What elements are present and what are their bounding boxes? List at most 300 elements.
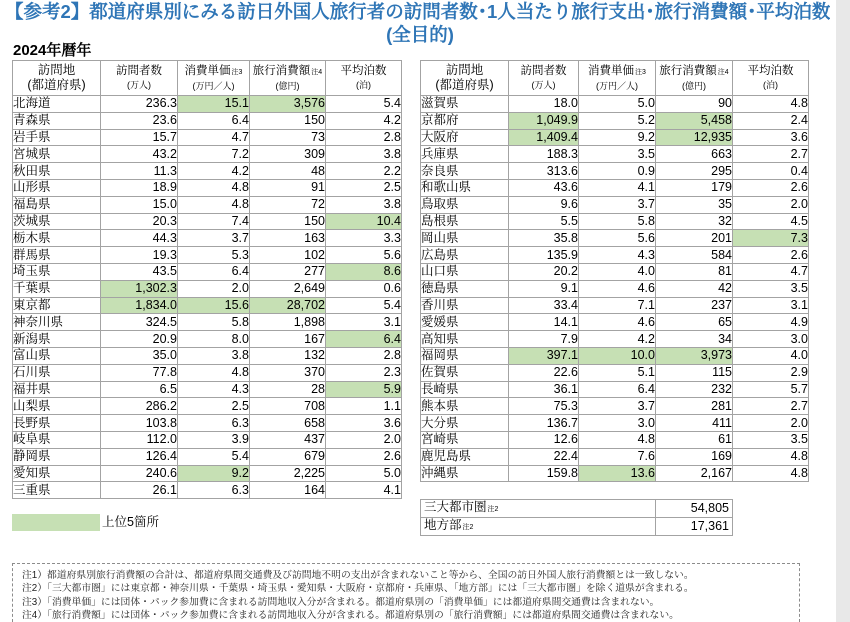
col-header-note: 注3	[231, 68, 243, 76]
cell-spending: 2,167	[656, 465, 733, 482]
table-row	[13, 96, 402, 113]
col-header-label: 旅行消費額	[659, 64, 717, 77]
cell-spending: 12,935	[656, 129, 733, 146]
cell-spending: 5,458	[656, 112, 733, 129]
table-row	[13, 247, 402, 264]
cell-nights: 4.9	[733, 314, 809, 331]
cell-prefecture: 山形県	[13, 179, 101, 196]
note-line: 注3）「消費単価」には団体・パック参加費に含まれる訪問地収入分が含まれる。都道府県別の「消費単価」には都道府県間交通費は含まれない。	[22, 596, 660, 608]
cell-spending: 179	[656, 179, 733, 196]
prefecture-table-left	[12, 60, 402, 499]
note-line: 注1）都道府県別旅行消費額の合計は、都道府県間交通費及び訪問地不明の支出が含まれないこと等から、全国の訪日外国人旅行消費額とは一致しない。	[22, 570, 694, 581]
cell-nights: 3.8	[326, 196, 402, 213]
cell-prefecture: 宮城県	[13, 146, 101, 163]
period-label: 2024年暦年	[13, 42, 92, 59]
page-title-line1: 【参考2】都道府県別にみる訪日外国人旅行者の訪問者数･1人当たり旅行支出･旅行消費額･平均泊数	[5, 1, 831, 22]
cell-unit-price: 4.1	[579, 179, 656, 196]
cell-nights: 2.9	[733, 364, 809, 381]
cell-prefecture: 千葉県	[13, 280, 101, 297]
cell-unit-price: 3.0	[579, 415, 656, 432]
col-header-label-line	[509, 64, 578, 79]
cell-prefecture: 新潟県	[13, 331, 101, 348]
cell-visitors: 397.1	[509, 347, 579, 364]
summary-note: 注2	[462, 524, 474, 531]
cell-unit-price: 4.2	[579, 331, 656, 348]
cell-unit-price: 4.8	[178, 364, 250, 381]
cell-nights: 2.0	[326, 431, 402, 448]
cell-visitors: 23.6	[101, 112, 178, 129]
table-row	[13, 297, 402, 314]
table-row	[421, 179, 809, 196]
cell-visitors: 75.3	[509, 398, 579, 415]
cell-nights: 4.5	[733, 213, 809, 230]
col-header-visitors	[101, 61, 178, 96]
cell-visitors: 12.6	[509, 431, 579, 448]
cell-prefecture: 沖縄県	[421, 465, 509, 482]
cell-spending: 90	[656, 96, 733, 113]
cell-nights: 2.5	[326, 179, 402, 196]
cell-prefecture: 岩手県	[13, 129, 101, 146]
cell-visitors: 240.6	[101, 465, 178, 482]
cell-unit-price: 5.6	[579, 230, 656, 247]
summary-row	[421, 500, 733, 518]
cell-nights: 2.8	[326, 347, 402, 364]
cell-unit-price: 3.8	[178, 347, 250, 364]
cell-nights: 2.4	[733, 112, 809, 129]
note-line: 注2）「三大都市圏」には東京都・神奈川県・千葉県・埼玉県・愛知県・大阪府・京都府・兵庫県、「地方部」には「三大都市圏」を除く道県が含まれる。	[22, 583, 694, 595]
cell-unit-price: 4.2	[178, 163, 250, 180]
cell-unit-price: 3.5	[579, 146, 656, 163]
cell-spending: 73	[250, 129, 326, 146]
cell-visitors: 103.8	[101, 415, 178, 432]
cell-visitors: 112.0	[101, 431, 178, 448]
table-row	[13, 381, 402, 398]
col-header-note: 注4	[717, 68, 729, 76]
table-header	[13, 61, 402, 96]
table-row	[13, 146, 402, 163]
summary-note: 注2	[487, 506, 499, 513]
cell-prefecture: 秋田県	[13, 163, 101, 180]
cell-spending: 150	[250, 213, 326, 230]
cell-prefecture: 山梨県	[13, 398, 101, 415]
cell-unit-price: 3.9	[178, 431, 250, 448]
col-header-label-line	[579, 64, 655, 80]
table-row	[421, 96, 809, 113]
cell-prefecture: 佐賀県	[421, 364, 509, 381]
cell-nights: 5.0	[326, 465, 402, 482]
cell-visitors: 43.2	[101, 146, 178, 163]
summary-label: 地方部	[424, 518, 462, 532]
cell-nights: 3.6	[326, 415, 402, 432]
table-row	[421, 448, 809, 465]
cell-spending: 169	[656, 448, 733, 465]
cell-unit-price: 6.3	[178, 482, 250, 499]
cell-spending: 2,649	[250, 280, 326, 297]
cell-unit-price: 5.4	[178, 448, 250, 465]
legend-label: 上位5箇所	[102, 515, 159, 529]
table-row	[421, 263, 809, 280]
cell-nights: 2.0	[733, 415, 809, 432]
cell-nights: 3.5	[733, 431, 809, 448]
cell-prefecture: 大分県	[421, 415, 509, 432]
cell-nights: 3.8	[326, 146, 402, 163]
cell-unit-price: 9.2	[579, 129, 656, 146]
cell-nights: 2.6	[326, 448, 402, 465]
cell-spending: 164	[250, 482, 326, 499]
col-header-unit: (億円)	[682, 80, 706, 91]
table-row	[421, 364, 809, 381]
header-row	[421, 61, 809, 96]
cell-prefecture: 鳥取県	[421, 196, 509, 213]
col-header-label-line	[101, 64, 177, 79]
col-header-label-line	[326, 64, 401, 79]
table-body	[421, 96, 809, 482]
table-row	[421, 112, 809, 129]
col-header-spending	[250, 61, 326, 96]
table-row	[13, 364, 402, 381]
cell-spending: 28	[250, 381, 326, 398]
cell-unit-price: 8.0	[178, 331, 250, 348]
col-header-label: 平均泊数	[340, 65, 387, 77]
table-row	[421, 230, 809, 247]
summary-row	[421, 518, 733, 536]
cell-prefecture: 鹿児島県	[421, 448, 509, 465]
table-header	[421, 61, 809, 96]
cell-spending: 2,225	[250, 465, 326, 482]
cell-visitors: 22.6	[509, 364, 579, 381]
cell-prefecture: 栃木県	[13, 230, 101, 247]
cell-prefecture: 青森県	[13, 112, 101, 129]
col-header-unit: (泊)	[356, 80, 371, 90]
cell-spending: 163	[250, 230, 326, 247]
col-header-unit: (万円／人)	[192, 80, 235, 91]
cell-visitors: 18.0	[509, 96, 579, 113]
table-row	[421, 381, 809, 398]
cell-nights: 4.0	[733, 347, 809, 364]
cell-visitors: 1,834.0	[101, 297, 178, 314]
col-header-label: 訪問者数	[116, 65, 162, 77]
cell-unit-price: 5.8	[579, 213, 656, 230]
cell-visitors: 36.1	[509, 381, 579, 398]
cell-nights: 7.3	[733, 230, 809, 247]
cell-prefecture: 三重県	[13, 482, 101, 499]
cell-visitors: 20.3	[101, 213, 178, 230]
cell-spending: 1,898	[250, 314, 326, 331]
col-header-label: 訪問地	[37, 63, 76, 77]
cell-visitors: 44.3	[101, 230, 178, 247]
cell-nights: 3.1	[326, 314, 402, 331]
cell-unit-price: 5.2	[579, 112, 656, 129]
cell-visitors: 286.2	[101, 398, 178, 415]
cell-unit-price: 7.4	[178, 213, 250, 230]
cell-nights: 6.4	[326, 331, 402, 348]
cell-nights: 2.8	[326, 129, 402, 146]
table-row	[421, 398, 809, 415]
col-header-label: 消費単価	[184, 64, 231, 77]
table-row	[421, 247, 809, 264]
cell-prefecture: 奈良県	[421, 163, 509, 180]
cell-nights: 5.4	[326, 297, 402, 314]
cell-visitors: 18.9	[101, 179, 178, 196]
cell-spending: 34	[656, 331, 733, 348]
cell-prefecture: 北海道	[13, 96, 101, 113]
col-header-label: 旅行消費額	[252, 64, 311, 77]
cell-spending: 3,973	[656, 347, 733, 364]
table-row	[13, 179, 402, 196]
cell-unit-price: 5.3	[178, 247, 250, 264]
cell-visitors: 6.5	[101, 381, 178, 398]
col-header-label-line	[656, 64, 732, 80]
table-row	[13, 280, 402, 297]
table-row	[13, 196, 402, 213]
cell-spending: 115	[656, 364, 733, 381]
cell-unit-price: 5.1	[579, 364, 656, 381]
cell-visitors: 77.8	[101, 364, 178, 381]
cell-prefecture: 長野県	[13, 415, 101, 432]
side-gutter	[836, 0, 850, 622]
table-row	[421, 280, 809, 297]
cell-nights: 4.8	[733, 465, 809, 482]
cell-visitors: 43.5	[101, 263, 178, 280]
legend-swatch	[12, 514, 100, 531]
cell-visitors: 1,409.4	[509, 129, 579, 146]
cell-spending: 132	[250, 347, 326, 364]
cell-prefecture: 長崎県	[421, 381, 509, 398]
summary-value: 54,805	[656, 500, 733, 518]
table-row	[13, 431, 402, 448]
cell-unit-price: 7.6	[579, 448, 656, 465]
cell-unit-price: 4.8	[579, 431, 656, 448]
cell-nights: 4.1	[326, 482, 402, 499]
table-row	[421, 297, 809, 314]
cell-prefecture: 石川県	[13, 364, 101, 381]
col-header-nights	[733, 61, 809, 96]
cell-visitors: 35.0	[101, 347, 178, 364]
cell-nights: 3.5	[733, 280, 809, 297]
cell-prefecture: 大阪府	[421, 129, 509, 146]
cell-spending: 35	[656, 196, 733, 213]
cell-visitors: 22.4	[509, 448, 579, 465]
cell-spending: 658	[250, 415, 326, 432]
cell-prefecture: 埼玉県	[13, 263, 101, 280]
cell-prefecture: 滋賀県	[421, 96, 509, 113]
cell-visitors: 313.6	[509, 163, 579, 180]
cell-visitors: 126.4	[101, 448, 178, 465]
cell-nights: 3.0	[733, 331, 809, 348]
cell-nights: 10.4	[326, 213, 402, 230]
summary-value: 17,361	[656, 518, 733, 536]
summary-label-cell	[421, 518, 656, 536]
cell-visitors: 19.3	[101, 247, 178, 264]
cell-unit-price: 9.2	[178, 465, 250, 482]
cell-nights: 2.7	[733, 398, 809, 415]
cell-prefecture: 東京都	[13, 297, 101, 314]
table-row	[13, 482, 402, 499]
prefecture-table-right	[420, 60, 809, 482]
col-header-label: 訪問地	[445, 63, 484, 77]
notes-box	[12, 563, 800, 622]
cell-unit-price: 5.8	[178, 314, 250, 331]
cell-prefecture: 広島県	[421, 247, 509, 264]
cell-prefecture: 岡山県	[421, 230, 509, 247]
col-header-note: 注4	[311, 68, 323, 76]
col-header-label-line	[178, 64, 249, 80]
cell-prefecture: 熊本県	[421, 398, 509, 415]
cell-prefecture: 兵庫県	[421, 146, 509, 163]
cell-prefecture: 岐阜県	[13, 431, 101, 448]
cell-spending: 91	[250, 179, 326, 196]
col-header-label: 訪問者数	[520, 65, 567, 77]
table-row	[421, 129, 809, 146]
cell-unit-price: 4.8	[178, 196, 250, 213]
cell-unit-price: 4.6	[579, 280, 656, 297]
cell-prefecture: 香川県	[421, 297, 509, 314]
cell-visitors: 5.5	[509, 213, 579, 230]
table-row	[13, 347, 402, 364]
cell-prefecture: 高知県	[421, 331, 509, 348]
cell-prefecture: 愛知県	[13, 465, 101, 482]
cell-spending: 370	[250, 364, 326, 381]
cell-visitors: 1,049.9	[509, 112, 579, 129]
cell-nights: 8.6	[326, 263, 402, 280]
table-row	[421, 314, 809, 331]
table-row	[13, 112, 402, 129]
cell-prefecture: 福井県	[13, 381, 101, 398]
cell-visitors: 7.9	[509, 331, 579, 348]
cell-visitors: 15.0	[101, 196, 178, 213]
cell-nights: 1.1	[326, 398, 402, 415]
cell-spending: 150	[250, 112, 326, 129]
table-row	[13, 163, 402, 180]
cell-prefecture: 山口県	[421, 263, 509, 280]
cell-unit-price: 4.6	[579, 314, 656, 331]
cell-unit-price: 3.7	[579, 196, 656, 213]
table-row	[13, 230, 402, 247]
cell-visitors: 159.8	[509, 465, 579, 482]
cell-prefecture: 神奈川県	[13, 314, 101, 331]
cell-nights: 4.7	[733, 263, 809, 280]
table-row	[421, 465, 809, 482]
cell-visitors: 11.3	[101, 163, 178, 180]
col-header-label-line	[250, 64, 325, 80]
cell-nights: 4.8	[733, 448, 809, 465]
cell-visitors: 324.5	[101, 314, 178, 331]
cell-unit-price: 4.3	[178, 381, 250, 398]
cell-nights: 3.3	[326, 230, 402, 247]
cell-prefecture: 宮崎県	[421, 431, 509, 448]
cell-unit-price: 6.4	[579, 381, 656, 398]
cell-prefecture: 福島県	[13, 196, 101, 213]
table-body	[13, 96, 402, 499]
cell-prefecture: 和歌山県	[421, 179, 509, 196]
cell-nights: 5.7	[733, 381, 809, 398]
table-row	[13, 213, 402, 230]
col-header-unit: (都道府県)	[27, 78, 86, 92]
cell-nights: 4.8	[733, 96, 809, 113]
col-header-note: 注3	[635, 68, 646, 76]
cell-prefecture: 京都府	[421, 112, 509, 129]
cell-nights: 2.7	[733, 146, 809, 163]
table-row	[421, 196, 809, 213]
cell-spending: 32	[656, 213, 733, 230]
table-row	[13, 263, 402, 280]
cell-unit-price: 2.0	[178, 280, 250, 297]
summary-table	[420, 499, 733, 536]
col-header-unit: (万人)	[531, 80, 556, 90]
cell-spending: 3,576	[250, 96, 326, 113]
summary-label: 三大都市圏	[424, 500, 487, 514]
cell-prefecture: 愛媛県	[421, 314, 509, 331]
col-header-label-line	[13, 63, 100, 78]
cell-spending: 708	[250, 398, 326, 415]
cell-spending: 295	[656, 163, 733, 180]
cell-spending: 167	[250, 331, 326, 348]
cell-visitors: 135.9	[509, 247, 579, 264]
col-header-prefecture	[421, 61, 509, 96]
cell-visitors: 15.7	[101, 129, 178, 146]
cell-unit-price: 7.2	[178, 146, 250, 163]
cell-nights: 5.4	[326, 96, 402, 113]
cell-nights: 2.6	[733, 179, 809, 196]
cell-spending: 42	[656, 280, 733, 297]
col-header-label: 消費単価	[588, 64, 635, 77]
table-row	[13, 415, 402, 432]
cell-unit-price: 4.7	[178, 129, 250, 146]
cell-spending: 72	[250, 196, 326, 213]
cell-unit-price: 3.7	[178, 230, 250, 247]
cell-nights: 2.2	[326, 163, 402, 180]
cell-visitors: 20.2	[509, 263, 579, 280]
table-row	[421, 213, 809, 230]
cell-unit-price: 0.9	[579, 163, 656, 180]
table-row	[13, 465, 402, 482]
cell-nights: 5.9	[326, 381, 402, 398]
cell-visitors: 20.9	[101, 331, 178, 348]
cell-prefecture: 茨城県	[13, 213, 101, 230]
col-header-unit-price	[178, 61, 250, 96]
cell-visitors: 35.8	[509, 230, 579, 247]
cell-spending: 201	[656, 230, 733, 247]
cell-spending: 437	[250, 431, 326, 448]
cell-unit-price: 6.3	[178, 415, 250, 432]
cell-unit-price: 3.7	[579, 398, 656, 415]
col-header-label: 平均泊数	[747, 65, 794, 77]
cell-nights: 3.6	[733, 129, 809, 146]
cell-nights: 0.4	[733, 163, 809, 180]
cell-prefecture: 島根県	[421, 213, 509, 230]
cell-spending: 411	[656, 415, 733, 432]
cell-spending: 584	[656, 247, 733, 264]
cell-spending: 48	[250, 163, 326, 180]
cell-spending: 65	[656, 314, 733, 331]
note-line: 注4）「旅行消費額」には団体・パック参加費に含まれる訪問地収入分が含まれる。都道府県別の「旅行消費額」には都道府県間交通費は含まれない。	[22, 610, 679, 622]
cell-prefecture: 福岡県	[421, 347, 509, 364]
cell-unit-price: 13.6	[579, 465, 656, 482]
col-header-unit: (万円／人)	[596, 80, 638, 91]
table-row	[421, 347, 809, 364]
cell-visitors: 236.3	[101, 96, 178, 113]
cell-nights: 2.0	[733, 196, 809, 213]
cell-unit-price: 4.0	[579, 263, 656, 280]
col-header-nights	[326, 61, 402, 96]
table-row	[13, 448, 402, 465]
col-header-unit: (泊)	[763, 80, 778, 90]
summary-label-cell	[421, 500, 656, 518]
page-title-line2: (全目的)	[386, 24, 454, 45]
table-row	[421, 163, 809, 180]
cell-unit-price: 15.1	[178, 96, 250, 113]
cell-prefecture: 群馬県	[13, 247, 101, 264]
